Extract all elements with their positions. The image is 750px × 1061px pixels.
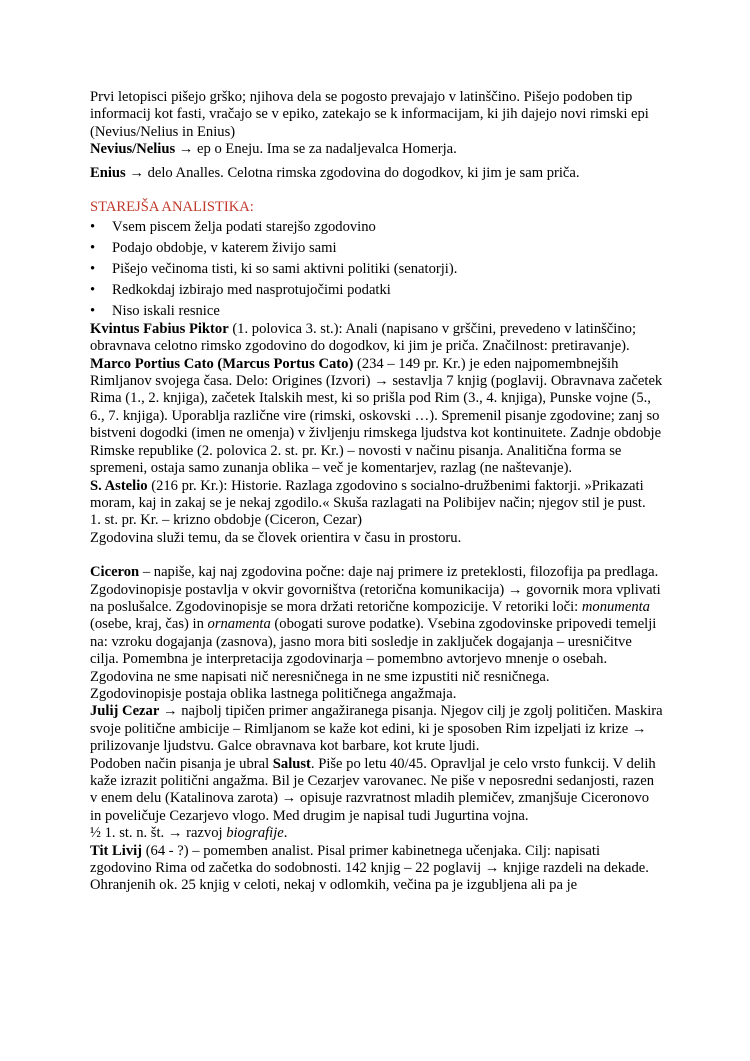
cicero-name: Ciceron	[90, 564, 140, 581]
list-item-text: Niso iskali resnice	[112, 303, 220, 320]
pictor-text: (1. polovica 3. st.): Anali (napisano v grščini, prevedeno v latinščino; obravnava celotno rimsko zgodovino do dogodkov, ki jim je priča. Značilnost: pretiravanje).	[90, 320, 636, 355]
astelio-text: (216 pr. Kr.): Historie. Razlaga zgodovino s socialno-družbenimi faktorji. »Prikazati moram, kaj in zakaj se je nekaj zgodilo.« Skuša razlagati na Polibijev način; njegov stil je pust.	[90, 477, 646, 511]
sallust-text-a: Podoben način pisanja je ubral	[90, 755, 273, 772]
term-biography: biografije	[226, 825, 284, 842]
pictor-name: Kvintus Fabius Piktor	[90, 320, 229, 337]
cicero-paragraph	[90, 564, 664, 686]
nevius-text: → ep o Eneju. Ima se za nadaljevalca Homerja.	[175, 141, 457, 158]
astelio-name: S. Astelio	[90, 477, 148, 494]
list-item	[90, 219, 664, 236]
list-item-text: Pišejo večinoma tisti, ki so sami aktivni politiki (senatorji).	[112, 261, 458, 278]
livy-paragraph	[90, 843, 664, 895]
sallust-text-b: . Piše po letu 40/45. Opravljal je celo vrsto funkcij. V delih kaže izrazit politični angažma. Bil je Cezarjev varovanec. Ne piše v neposredni sedanjosti, razen v enem delu (Katalinova zarota) → opisuje razvratnost mladih plemičev, zmanjšuje Ciceronovo in poveličuje Cezarjevo vlogo. Med drugim je napisal tudi Jugurtina vojna.	[90, 755, 656, 824]
enius-paragraph	[90, 165, 664, 182]
list-item	[90, 240, 664, 257]
crisis-paragraph: 1. st. pr. Kr. – krizno obdobje (Ciceron, Cezar)	[90, 512, 362, 529]
enius-text: → delo Analles. Celotna rimska zgodovina do dogodkov, ki jim je sam priča.	[125, 164, 580, 181]
nevius-paragraph	[90, 141, 664, 158]
biography-text: ½ 1. st. n. št. → razvoj	[90, 825, 227, 842]
caesar-paragraph	[90, 703, 664, 755]
intro-paragraph	[90, 89, 664, 141]
list-item-text: Redkokdaj izbirajo med nasprotujočimi podatki	[112, 282, 391, 299]
term-ornamenta: ornamenta	[207, 616, 271, 633]
astelio-paragraph	[90, 478, 664, 513]
bullet-list	[90, 219, 664, 320]
list-item-text: Podajo obdobje, v katerem živijo sami	[112, 240, 337, 257]
bullet-icon: •	[90, 282, 96, 299]
cato-paragraph	[90, 356, 664, 478]
enius-name: Enius	[90, 164, 126, 181]
caesar-name: Julij Cezar	[90, 703, 160, 720]
bullet-icon: •	[90, 261, 96, 278]
term-monumenta: monumenta	[581, 598, 650, 615]
list-item	[90, 261, 664, 278]
livy-text: (64 - ?) – pomemben analist. Pisal primer kabinetnega učenjaka. Cilj: napisati zgodovino Rima od začetka do sodobnosti. 142 knjig – 22 poglavij → knjige razdeli na dekade. Ohranjenih ok. 25 knjig v celoti, nekaj v odlomkih, večina pa je izgubljena ali pa je	[90, 842, 649, 894]
list-item-text: Vsem piscem želja podati starejšo zgodovino	[112, 219, 376, 236]
political-paragraph: Zgodovinopisje postaja oblika lastnega političnega angažmaja.	[90, 685, 457, 702]
pictor-paragraph	[90, 321, 664, 356]
cicero-text-a: – napiše, kaj naj zgodovina počne: daje naj primere iz preteklosti, filozofija pa predlaga. Zgodovinopisje postavlja v okvir govorništva (retorična komunikacija) → govornik mora vplivati na poslušalce. Zgodovinopisje se mora držati retorične kompozicije. V retoriki loči:	[90, 564, 661, 615]
intro-text: Prvi letopisci pišejo grško; njihova dela se pogosto prevajajo v latinščino. Pišejo podoben tip informacij kot fasti, vračajo se v epiko, zatekajo se k informacijam, ki jih dajejo novi rimski epi (Nevius/Nelius in Enius)	[90, 89, 649, 140]
biography-end: .	[283, 825, 288, 842]
section-heading: STAREJŠA ANALISTIKA:	[90, 199, 254, 216]
cicero-text-b: (osebe, kraj, čas) in	[90, 616, 208, 633]
cato-name: Marco Portius Cato (Marcus Portus Cato)	[90, 355, 354, 372]
bullet-icon: •	[90, 219, 96, 236]
sallust-name: Salust	[272, 755, 311, 772]
sallust-paragraph	[90, 756, 664, 826]
list-item	[90, 303, 664, 320]
biography-paragraph	[90, 825, 664, 842]
list-item	[90, 282, 664, 299]
document-page	[90, 89, 664, 895]
bullet-icon: •	[90, 240, 96, 257]
livy-name: Tit Livij	[90, 842, 143, 859]
caesar-text: → najbolj tipičen primer angažiranega pisanja. Njegov cilj je zgolj političen. Maskira svoje politične ambicije – Rimljanom se kaže kot edini, ki je sposoben Rim izpeljati iz krize → prilizovanje ljudstvu. Galce obravnava kot barbare, kot krute ljudi.	[90, 703, 663, 755]
purpose-paragraph: Zgodovina služi temu, da se človek orientira v času in prostoru.	[90, 529, 462, 546]
nevius-name: Nevius/Nelius	[90, 141, 176, 158]
bullet-icon: •	[90, 303, 96, 320]
cato-text: (234 – 149 pr. Kr.) je eden najpomembnejših Rimljanov svojega časa. Delo: Origines (Izvori) → sestavlja 7 knjig (poglavij. Obravnava začetek Rima (1., 2. knjiga), začetek Italskih mest, ki so prišla pod Rim (3., 4. knjiga), Punske vojne (5., 6., 7. knjiga). Uporablja različne vire (rimski, oskovski …). Spremenil pisanje zgodovine; zanj so bistveni dogodki (imen ne omenja) v življenju rimskega ljudstva kot kontinuitete. Zadnje obdobje Rimske republike (2. polovica 2. st. pr. Kr.) – novosti v načinu pisanja. Analitična forma se spremeni, ostaja samo zunanja oblika – več je komentarjev, razlag (ne naštevanje).	[90, 355, 663, 477]
cicero-text-c: (obogati surove podatke). Vsebina zgodovinske pripovedi temelji na: vzroku dogajanja (zasnova), jasno mora biti sosledje in zaključek dogajanja – uresničitve cilja. Pomembna je interpretacija zgodovinarja – pomembno avtorjevo mnenje o osebah. Zgodovina ne sme napisati nič neresničnega in ne sme izpustiti nič resničnega.	[90, 616, 657, 685]
